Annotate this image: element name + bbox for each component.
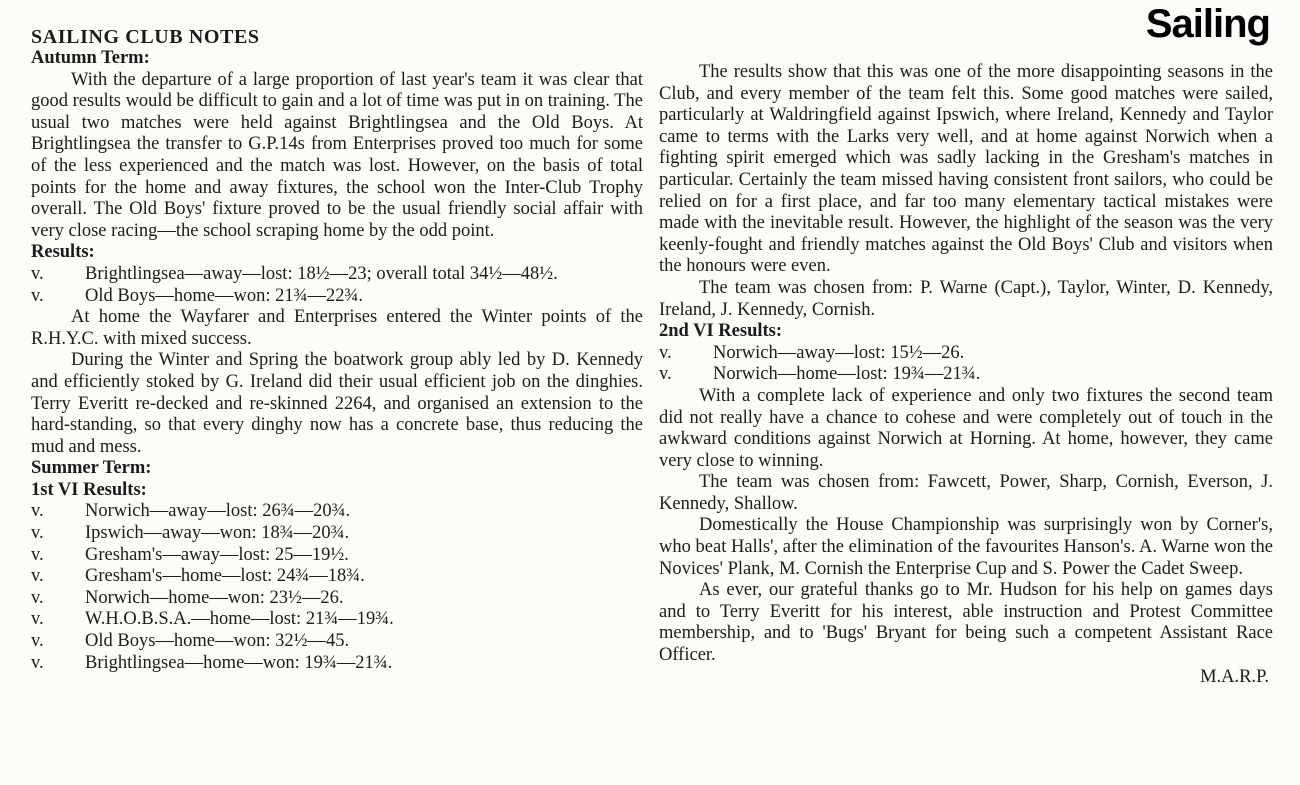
left-column	[31, 26, 643, 674]
author-initials: M.A.R.P.	[1200, 666, 1269, 687]
winter-points-paragraph: At home the Wayfarer and Enterprises entered the Winter points of the R.H.Y.C. with mixed success.	[31, 307, 643, 349]
versus-label: v.	[31, 609, 44, 630]
boatwork-paragraph: During the Winter and Spring the boatwork group ably led by D. Kennedy and efficiently stoked by G. Ireland did their usual efficient job on the dinghies. Terry Everitt re-decked and re-skinned 2264, and organised an extension to the hard-standing, so that every dinghy now has a concrete base, thus reducing the mud and mess.	[31, 350, 643, 457]
result-row	[31, 501, 643, 523]
versus-label: v.	[31, 652, 44, 673]
result-row	[31, 588, 643, 610]
result-text: Brightlingsea—home—won: 19¾—21¾.	[85, 652, 393, 673]
second-vi-results-heading: 2nd VI Results:	[659, 321, 783, 342]
results-heading: Results:	[31, 242, 95, 263]
result-text: Ipswich—away—won: 18¾—20¾.	[85, 523, 350, 544]
versus-label: v.	[31, 501, 44, 522]
result-text: Old Boys—home—won: 32½—45.	[85, 631, 350, 652]
versus-label: v.	[31, 285, 44, 306]
result-row	[31, 566, 643, 588]
summer-term-heading: Summer Term:	[31, 458, 152, 479]
result-text: Gresham's—home—lost: 24¾—18¾.	[85, 566, 365, 587]
autumn-term-paragraph: With the departure of a large proportion of last year's team it was clear that good results would be difficult to gain and a lot of time was put in on training. The usual two matches were held against Brightlingsea and the Old Boys. At Brightlingsea the transfer to G.P.14s from Enterprises proved too much for some of the less experienced and the match was lost. However, on the basis of total points for the home and away fixtures, the school won the Inter-Club Trophy overall. The Old Boys' fixture proved to be the usual friendly social affair with very close racing—the school scraping home by the odd point.	[31, 69, 643, 241]
house-championship-paragraph: Domestically the House Championship was surprisingly won by Corner's, who beat Halls', after the elimination of the favourites Hanson's. A. Warne won the Novices' Plank, M. Cornish the Enterprise Cup and S. Power the Cadet Sweep.	[659, 515, 1273, 579]
right-column	[659, 62, 1273, 688]
result-text: Norwich—away—lost: 15½—26.	[713, 342, 965, 363]
season-summary-paragraph: The results show that this was one of the more disappointing seasons in the Club, and every member of the team felt this. Some good matches were sailed, particularly at Waldringfield against Ipswich, where Ireland, Kennedy and Taylor came to terms with the Larks very well, and at home against Norwich when a fighting spirit emerged which was sadly lacking in the Gresham's matches in particular. Certainly the team missed having consistent front sailors, who could be relied on for a first place, and far too many elementary tactical mistakes were made with the inevitable result. However, the highlight of the season was the very keenly-fought and friendly matches against the Old Boys' Club and visitors when the honours were even.	[659, 62, 1273, 277]
first-team-chosen-paragraph: The team was chosen from: P. Warne (Capt.), Taylor, Winter, D. Kennedy, Ireland, J. Kennedy, Cornish.	[659, 277, 1273, 320]
versus-label: v.	[659, 342, 672, 363]
versus-label: v.	[31, 263, 44, 284]
result-row	[659, 343, 1273, 365]
result-row	[659, 364, 1273, 386]
result-row	[31, 286, 643, 308]
versus-label: v.	[31, 587, 44, 608]
versus-label: v.	[31, 566, 44, 587]
versus-label: v.	[31, 631, 44, 652]
second-team-paragraph: With a complete lack of experience and only two fixtures the second team did not really have a chance to cohese and were completely out of touch in the awkward conditions against Norwich at Horning. At home, however, they came very close to winning.	[659, 385, 1273, 471]
result-text: Old Boys—home—won: 21¾—22¾.	[85, 285, 364, 306]
result-row	[31, 523, 643, 545]
result-row	[31, 653, 643, 675]
page-title: Sailing	[1145, 2, 1270, 46]
result-text: W.H.O.B.S.A.—home—lost: 21¾—19¾.	[85, 609, 394, 630]
versus-label: v.	[31, 544, 44, 565]
result-row	[31, 545, 643, 567]
result-text: Gresham's—away—lost: 25—19½.	[85, 544, 349, 565]
result-text: Norwich—home—lost: 19¾—21¾.	[713, 364, 981, 385]
result-row	[31, 609, 643, 631]
autumn-term-heading: Autumn Term:	[31, 48, 150, 68]
result-text: Norwich—away—lost: 26¾—20¾.	[85, 501, 351, 522]
thanks-paragraph: As ever, our grateful thanks go to Mr. Hudson for his help on games days and to Terry Everitt for his interest, able instruction and Protest Committee membership, and to 'Bugs' Bryant for being such a competent Assistant Race Officer.	[659, 580, 1273, 666]
result-text: Brightlingsea—away—lost: 18½—23; overall total 34½—48½.	[85, 263, 558, 284]
result-text: Norwich—home—won: 23½—26.	[85, 587, 344, 608]
article-heading: SAILING CLUB NOTES	[31, 26, 260, 48]
versus-label: v.	[31, 523, 44, 544]
result-row	[31, 631, 643, 653]
versus-label: v.	[659, 364, 672, 385]
first-vi-results-heading: 1st VI Results:	[31, 479, 147, 500]
second-team-chosen-paragraph: The team was chosen from: Fawcett, Power, Sharp, Cornish, Everson, J. Kennedy, Shallow.	[659, 472, 1273, 514]
result-row	[31, 264, 643, 286]
